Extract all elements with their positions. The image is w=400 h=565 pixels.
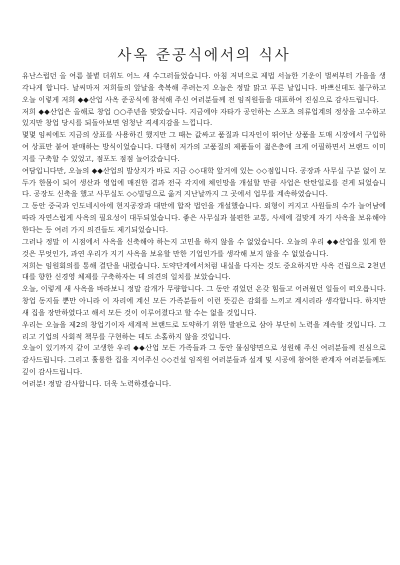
paragraph-5: 그 동안 중국과 인도네시아에 현지공장과 대만에 합작 법인을 개설했습니다. 외형이 커지고 사원들의 수가 늘어남에 따라 자연스럽게 사옥의 필요성이 대두되었습니다. 좋은 사무실과 불편한 교통, 사세에 걸맞게 자기 사옥을 보유해야 한다는 등 여러 가지 의견들도 제기되었습니다.: [22, 201, 386, 234]
paragraph-8: 오늘, 이렇게 새 사옥을 바라보니 정말 감개가 무량합니다. 그 동안 겪었던 온갖 힘들고 어려웠던 일들이 떠오릅니다. 창업 동지들 뿐만 아니라 이 자리에 계신 모든 가족분들이 이런 뜻깊은 감회를 느끼고 계시리라 생각합니다. 하지만 새 집을 장만하였다고 해서 모든 것이 이루어졌다고 할 수는 없을 것입니다.: [22, 284, 386, 317]
paragraph-9: 우리는 오늘을 제2의 창업기이자 세계적 브랜드로 도약하기 위한 발판으로 삼아 부단히 노력을 계속할 것입니다. 그리고 기업의 사회적 책무를 구현하는 데도 소홀하지 않을 것입니다.: [22, 319, 386, 341]
paragraph-2: 저희 ◆◆산업은 올해로 창업 ○○주년을 맞았습니다. 지금에야 자타가 공인하는 스포츠 의류업계의 정상을 고수하고 있지만 창업 당시를 되돌아보면 엄청난 격세지감을 느낍니다.: [22, 106, 386, 128]
paragraph-6: 그러나 정말 이 시점에서 사옥을 신축해야 하는지 고민을 하지 않을 수 없었습니다. 오늘의 우리 ◆◆산업을 있게 한 것은 무엇인가, 과연 우리가 지기 사옥을 보유할 만한 기업인가를 생각해 보지 않을 수 없었습니다.: [22, 236, 386, 258]
paragraph-11: 여러분! 정말 감사합니다. 더욱 노력하겠습니다.: [22, 378, 172, 388]
document-title: 사옥 준공식에서의 식사: [117, 48, 291, 64]
paragraph-3: 몇몇 임씨에도 지금의 상표를 사용하긴 했지만 그 때는 값싸고 품질과 디자인이 뛰어난 상품을 도매 시장에서 구입하여 상표만 붙여 판매하는 방식이었습니다. 다행히 저가의 고품질의 제품들이 젊은층에 크게 어필하면서 브랜드 이미지를 구축할 수 있었고, 점포도 점점 늘어갔습니다.: [22, 130, 386, 163]
paragraph-7: 저희는 임원회의를 통해 결단을 내렸습니다. 도약단계에서처럼 내실을 다지는 것도 중요하지만 사옥 건립으로 2천년대를 향한 신경영 체제를 구축하자는 데 의견의 일치를 보았습니다.: [22, 260, 386, 282]
document-body: [22, 70, 386, 390]
paragraph-4: 여담입니다만, 오늘의 ◆◆산업의 발상지가 바로 지금 ◇◇대학 앞거에 있는 ◇◇점입니다. 공장과 사무실 구분 없이 모두가 한몸이 되어 생산과 영업에 매진한 결과 전국 각지에 체인망을 개설할 만큼 사업은 탄탄일로를 걷게 되었습니다. 공장도 신축을 했고 사무실도 ◇◇빌딩으로 옮겨 지난날까지 그 곳에서 업무를 계속하였습니다.: [22, 165, 386, 199]
paragraph-10: 오늘이 있기까지 같이 고생한 우리 ◆◆산업 모든 가족들과 그 동안 물심양면으로 성원해 주신 여러분들께 진심으로 감사드립니다. 그리고 훌륭한 집을 지어주신 ◇◇건설 임직원 여러분들과 설계 및 시공에 참여한 관계자 여러분들께도 깊이 감사드립니다.: [22, 343, 386, 377]
paragraph-1: 유난스럽던 올 여름 불볕 더위도 어느 새 수그러들었습니다. 아침 저녁으로 제법 서늘한 기운이 벌써부터 가을을 생각나게 합니다. 날씨마저 저희들의 앞날을 축복해 주려는지 오늘은 정말 맑고 푸른 날입니다. 바쁘신데도 불구하고 오늘 이렇게 저희 ◆◆산업 사옥 준공식에 참석해 주신 여러분들께 전 임직원들을 대표하여 진심으로 감사드립니다.: [22, 71, 386, 104]
